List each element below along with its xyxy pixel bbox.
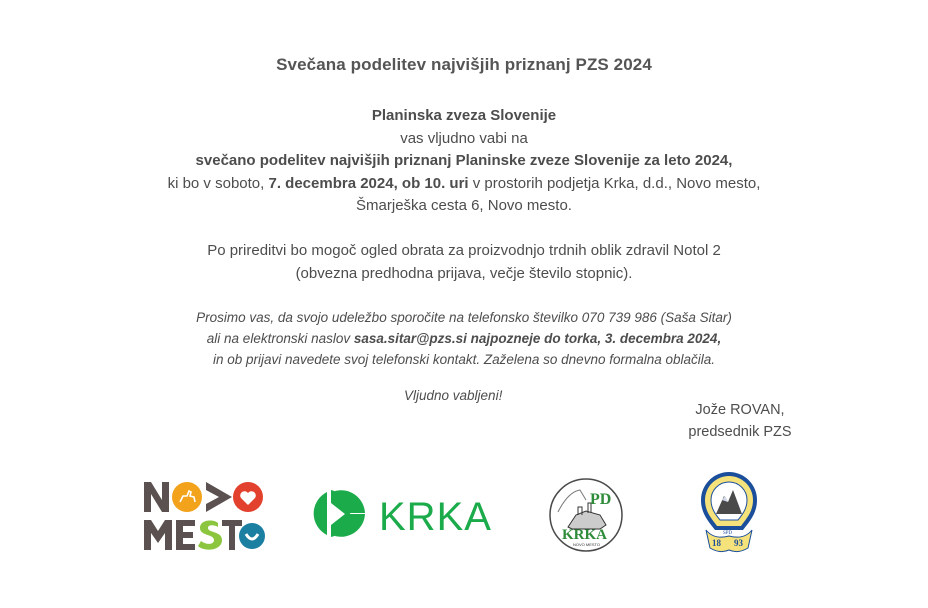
tour-line-1: Po prireditvi bo mogoč ogled obrata za proizvodnjo trdnih oblik zdravil Notol 2 xyxy=(207,242,721,259)
signature xyxy=(670,399,810,443)
invitation-intro xyxy=(0,105,928,218)
svg-text:KRKA: KRKA xyxy=(562,527,607,543)
svg-text:93: 93 xyxy=(734,538,743,548)
tour-line-2: (obvezna predhodna prijava, večje število stopnic). xyxy=(295,264,633,282)
when-suffix: v prostorih podjetja Krka, d.d., Novo mesto, xyxy=(468,174,761,192)
organization-name: Planinska zveza Slovenije xyxy=(371,107,557,124)
invites-line: vas vljudno vabi na xyxy=(400,129,528,147)
event-date-time: 7. decembra 2024, ob 10. uri xyxy=(268,174,469,192)
signature-role: predsednik PZS xyxy=(688,424,792,440)
svg-text:SPD: SPD xyxy=(723,531,733,536)
event-address: Šmarješka cesta 6, Novo mesto. xyxy=(356,197,572,214)
rsvp-line-2 xyxy=(0,328,928,349)
event-name: svečano podelitev najvišjih priznanj Planinske zveze Slovenije za leto 2024, xyxy=(195,152,733,169)
event-when xyxy=(0,173,928,196)
krka-logo-text: KRKA xyxy=(379,495,492,539)
page-title: Svečana podelitev najvišjih priznanj PZS 2024 xyxy=(276,55,652,74)
rsvp-deadline: najpozneje do torka, 3. decembra 2024, xyxy=(466,331,722,346)
svg-text:18: 18 xyxy=(712,538,721,548)
rsvp-email-link[interactable]: sasa.sitar@pzs.si xyxy=(353,331,467,346)
pzs-logo xyxy=(698,470,760,555)
rsvp-prefix: ali na elektronski naslov xyxy=(206,331,354,346)
krka-logo xyxy=(313,486,498,541)
signature-name: Jože ROVAN, xyxy=(695,402,785,418)
closing-line: Vljudno vabljeni! xyxy=(404,388,503,403)
novo-mesto-logo xyxy=(142,478,266,553)
rsvp-info xyxy=(0,307,928,370)
when-prefix: ki bo v soboto, xyxy=(167,174,269,192)
rsvp-line-1: Prosimo vas, da svojo udeležbo sporočite na telefonsko številko 070 739 986 (Saša Sitar) xyxy=(196,310,732,325)
svg-text:NOVO MESTO: NOVO MESTO xyxy=(573,542,601,547)
rsvp-line-3: in ob prijavi navedete svoj telefonski kontakt. Zaželena so dnevno formalna oblačila. xyxy=(212,352,716,367)
tour-info xyxy=(0,240,928,285)
svg-text:PD: PD xyxy=(590,491,612,508)
pd-krka-logo xyxy=(548,477,624,553)
